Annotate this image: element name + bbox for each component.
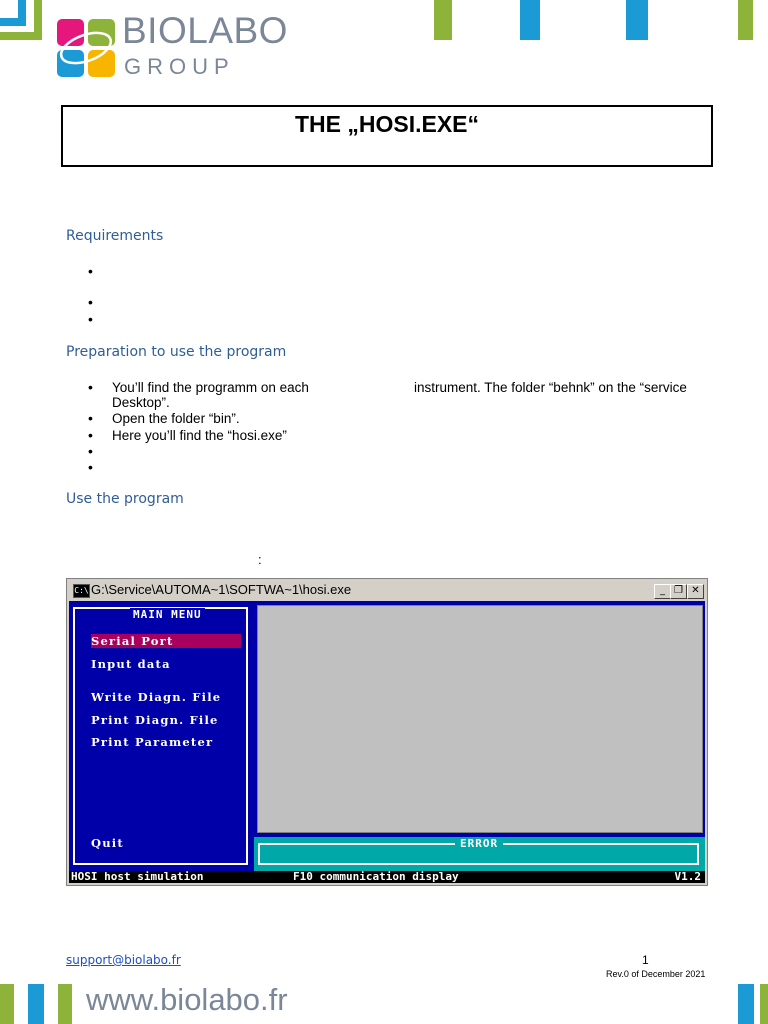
decor-bar-bottom-green-2: [58, 984, 72, 1024]
window-title: G:\Service\AUTOMA~1\SOFTWA~1\hosi.exe: [91, 582, 352, 597]
main-menu-panel: [69, 601, 254, 871]
decor-bar-bottom-green-3: [760, 984, 768, 1024]
menu-item-input-data[interactable]: Input data: [91, 657, 171, 671]
bullet-icon: •: [88, 311, 93, 327]
decor-bar-blue-2: [626, 0, 648, 40]
menu-item-write-diagn-file[interactable]: Write Diagn. File: [91, 690, 222, 704]
support-email-link[interactable]: support@biolabo.fr: [66, 953, 181, 967]
status-f10[interactable]: F10 communication display: [293, 870, 459, 883]
menu-item-print-diagn-file[interactable]: Print Diagn. File: [91, 713, 219, 727]
decor-bar-bottom-blue-2: [738, 984, 754, 1024]
bullet-icon: •: [88, 427, 93, 443]
prep-item-3: Here you’ll find the “hosi.exe”: [112, 428, 287, 443]
error-title: ERROR: [455, 837, 503, 850]
brand-name: BIOLABO: [122, 10, 288, 51]
hosi-window: [66, 578, 708, 886]
console-area: [69, 601, 705, 883]
corner-decoration-top-left: [0, 0, 42, 42]
menu-item-serial-port[interactable]: Serial Port: [91, 634, 241, 648]
menu-item-print-parameter[interactable]: Print Parameter: [91, 735, 214, 749]
heading-requirements: Requirements: [66, 228, 164, 244]
website-text: www.biolabo.fr: [86, 982, 288, 1017]
revision-text: Rev.0 of December 2021: [606, 969, 706, 979]
display-panel: [254, 601, 705, 837]
error-panel: [254, 837, 705, 871]
status-left: HOSI host simulation: [71, 870, 204, 883]
bullet-icon: •: [88, 263, 93, 279]
prep-item-1-part3: Desktop”.: [112, 395, 170, 410]
console-icon: C:\: [73, 584, 90, 598]
display-area: [257, 605, 703, 833]
heading-preparation: Preparation to use the program: [66, 344, 287, 360]
heading-use-program: Use the program: [66, 491, 184, 507]
prep-item-1-part1: You’ll find the programm on each: [112, 380, 309, 395]
prep-item-2: Open the folder “bin”.: [112, 411, 240, 426]
status-bar: [69, 871, 705, 883]
decor-bar-blue-1: [520, 0, 540, 40]
document-title: THE „HOSI.EXE“: [294, 111, 480, 137]
prep-item-1-part2: instrument. The folder “behnk” on the “service: [414, 380, 687, 395]
menu-item-quit[interactable]: Quit: [91, 836, 124, 850]
biolabo-logo-icon: [57, 19, 115, 77]
decor-bar-green-2: [738, 0, 753, 40]
minimize-button[interactable]: _: [654, 584, 671, 599]
decor-bar-bottom-blue-1: [28, 984, 44, 1024]
error-frame: [258, 837, 699, 865]
bullet-icon: •: [88, 443, 93, 459]
main-menu-title: MAIN MENU: [130, 608, 205, 621]
close-button[interactable]: ✕: [687, 584, 704, 599]
bullet-icon: •: [88, 459, 93, 475]
page-number: 1: [642, 953, 649, 967]
document-title-box: [61, 105, 713, 167]
bullet-icon: •: [88, 410, 93, 426]
colon-text: :: [258, 552, 262, 567]
bullet-icon: •: [88, 294, 93, 310]
main-menu-frame: [73, 607, 248, 865]
decor-bar-green-1: [434, 0, 452, 40]
restore-button[interactable]: ❐: [670, 584, 687, 599]
window-titlebar[interactable]: [69, 581, 705, 599]
decor-bar-bottom-green-1: [0, 984, 14, 1024]
bullet-icon: •: [88, 379, 93, 395]
brand-subtitle: GROUP: [124, 54, 235, 79]
status-version: V1.2: [674, 870, 701, 883]
